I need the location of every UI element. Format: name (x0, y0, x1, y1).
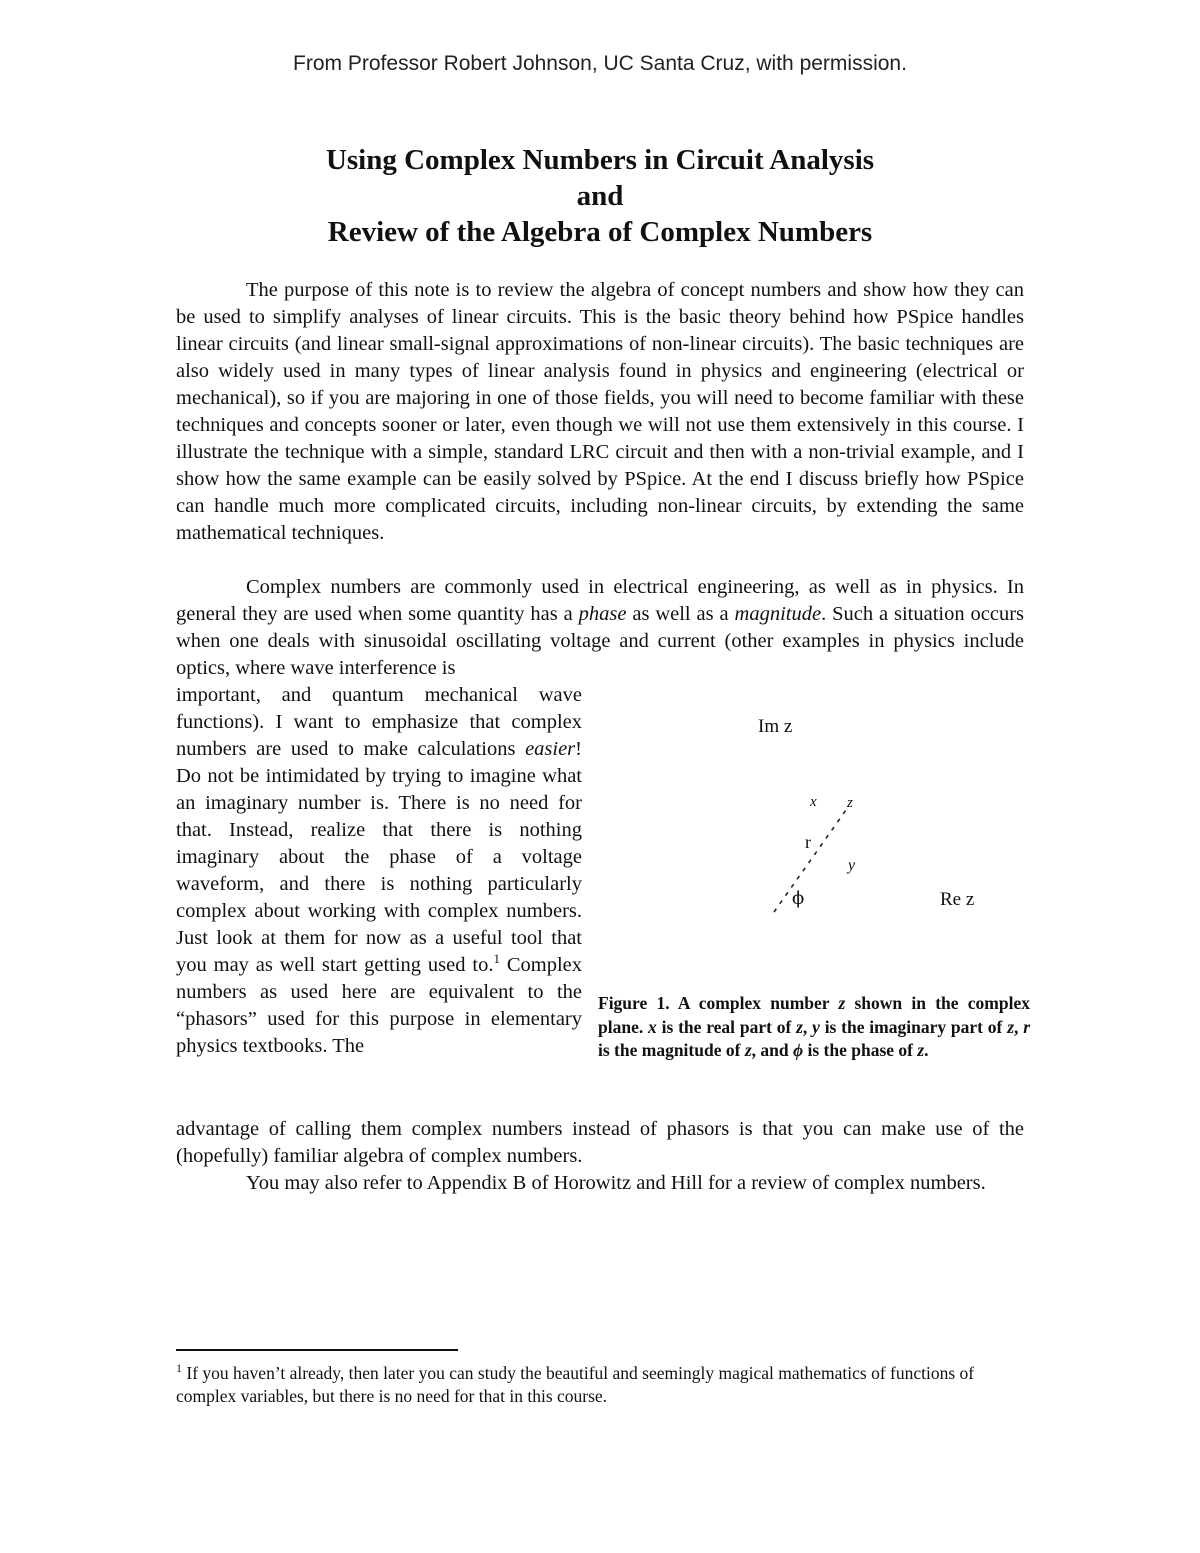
emphasis-easier: easier (525, 738, 576, 760)
left-column-text (176, 682, 582, 1060)
left-column-part-b: ! Do not be intimidated by trying to imagine what an imaginary number is. There is no need for that. Instead, realize that there is nothing imaginary about the phase of a voltage waveform, and there is nothing particularly complex about working with complex numbers. Just look at them for now as a useful tool that you may as well start getting used to. (176, 738, 582, 976)
page-title (0, 142, 1200, 250)
r-label: r (805, 832, 811, 852)
title-line-2: and (576, 180, 624, 212)
y-label: y (848, 857, 856, 874)
footnote-reference: 1 (493, 951, 500, 967)
footnote-divider (176, 1349, 458, 1351)
emphasis-magnitude: magnitude (734, 603, 822, 625)
paragraph-1 (176, 277, 1024, 547)
paragraph-1-text: The purpose of this note is to review the algebra of concept numbers and show how they can be used to simplify analyses of linear circuits. This is the basic theory behind how PSpice handles linear circuits (and linear small-signal approximations of non-linear circuits). The basic techniques are also widely used in many types of linear analysis found in physics and engineering (electrical or mechanical), so if you are majoring in one of those fields, you will need to become familiar with these techniques and concepts sooner or later, even though we will not use them extensively in this course. I illustrate the technique with a simple, standard LRC circuit and then with a non-trivial example, and I show how the same example can be easily solved by PSpice. At the end I discuss briefly how PSpice can handle much more complicated circuits, including non-linear circuits, by extending the same mathematical techniques. (176, 279, 1024, 544)
paragraph-2-part-b: as well as a (626, 603, 735, 625)
paragraph-2 (176, 574, 1024, 682)
paragraph-2-part-a: Complex numbers are commonly used in electrical engineering, as well as in physics. In general they are used when some quantity has a (176, 576, 1024, 625)
caption-phi-symbol: ϕ (792, 1040, 804, 1060)
title-line-3: Review of the Algebra of Complex Numbers (327, 216, 873, 248)
paragraph-4 (176, 1170, 1024, 1197)
re-axis-label: Re z (940, 889, 975, 910)
emphasis-phase: phase (578, 603, 627, 625)
paragraph-2-part-c: . Such a situation occurs when one deals with sinusoidal oscillating voltage and current (other examples in physics include optics, where wave interference is (176, 603, 1025, 679)
title-line-1: Using Complex Numbers in Circuit Analysis (325, 144, 875, 176)
x-label: x (810, 794, 817, 810)
paragraph-3-continuation: advantage of calling them complex numbers instead of phasors is that you can make use of the (hopefully) familiar algebra of complex numbers. (176, 1118, 1024, 1167)
footnote-mark: 1 (176, 1361, 182, 1376)
header-note: From Professor Robert Johnson, UC Santa Cruz, with permission. (293, 52, 907, 75)
vector-r-line (774, 810, 846, 912)
left-column-part-a: important, and quantum mechanical wave functions). I want to emphasize that complex numbers are used to make calculations (176, 684, 582, 760)
z-label: z (847, 795, 853, 811)
left-column-part-c: Complex numbers as used here are equivalent to the “phasors” used for this purpose in elementary physics textbooks. The (176, 954, 582, 1057)
footnote (176, 1362, 1006, 1408)
im-axis-label: Im z (758, 716, 793, 737)
footnote-text: If you haven’t already, then later you can study the beautiful and seemingly magical mathematics of functions of complex variables, but there is no need for that in this course. (176, 1363, 975, 1406)
phi-label: ϕ (792, 888, 805, 909)
complex-plane-diagram (598, 700, 1030, 940)
paragraph-4-text: You may also refer to Appendix B of Horowitz and Hill for a review of complex numbers. (246, 1172, 986, 1194)
complex-plane-figure (598, 700, 1030, 940)
figure-caption: Figure 1. A complex number z shown in the complex plane. x is the real part of z, y is the imaginary part of z, r is the magnitude of z, and ϕ is the phase of z. (598, 993, 1030, 1060)
